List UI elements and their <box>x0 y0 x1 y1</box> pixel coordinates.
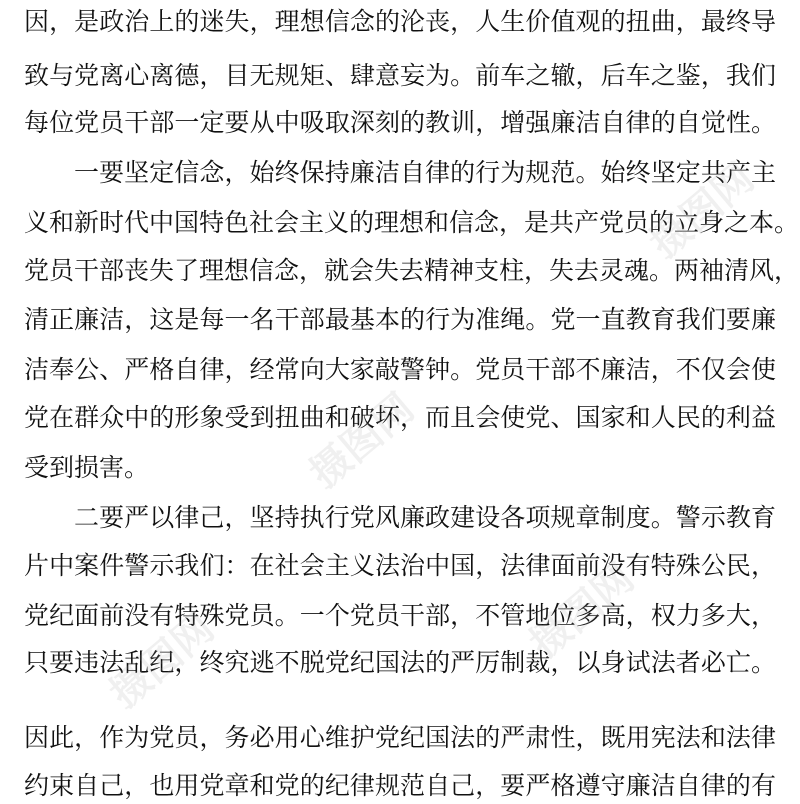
watermark-text: 摄图网 <box>641 154 763 268</box>
text-line: 义和新时代中国特色社会主义的理想和信念，是共产党员的立身之本。 <box>24 208 800 237</box>
text-line: 党纪面前没有特殊党员。一个党员干部，不管地位多高，权力多大， <box>24 601 776 630</box>
text-line: 因此，作为党员，务必用心维护党纪国法的严肃性，既用宪法和法律 <box>24 723 776 752</box>
watermark-text: 摄图网 <box>101 604 223 718</box>
text-line: 约束自己，也用党章和党的纪律规范自己，要严格遵守廉洁自律的有 <box>24 771 776 800</box>
watermark-text: 摄图网 <box>301 384 423 498</box>
text-line: 只要违法乱纪，终究逃不脱党纪国法的严厉制裁，以身试法者必亡。 <box>24 648 776 677</box>
text-line: 因，是政治上的迷失，理想信念的沦丧，人生价值观的扭曲，最终导 <box>24 7 776 36</box>
text-line: 清正廉洁，这是每一名干部最基本的行为准绳。党一直教育我们要廉 <box>24 305 776 334</box>
text-line: 片中案件警示我们：在社会主义法治中国，法律面前没有特殊公民， <box>24 551 776 580</box>
watermark-text: 摄图网 <box>521 554 643 668</box>
paragraph-1-first-line: 一要坚定信念，始终保持廉洁自律的行为规范。始终坚定共产主 <box>74 158 776 187</box>
text-line: 洁奉公、严格自律，经常向大家敲警钟。党员干部不廉洁，不仅会使 <box>24 355 776 384</box>
text-line: 致与党离心离德，目无规矩、肆意妄为。前车之辙，后车之鉴，我们 <box>24 61 776 90</box>
text-line: 每位党员干部一定要从中吸取深刻的教训，增强廉洁自律的自觉性。 <box>24 108 776 137</box>
text-line: 党在群众中的形象受到扭曲和破坏，而且会使党、国家和人民的利益 <box>24 403 776 432</box>
text-line: 受到损害。 <box>24 453 150 482</box>
text-line: 党员干部丧失了理想信念，就会失去精神支柱，失去灵魂。两袖清风， <box>24 256 800 285</box>
paragraph-2-first-line: 二要严以律己，坚持执行党风廉政建设各项规章制度。警示教育 <box>74 503 776 532</box>
